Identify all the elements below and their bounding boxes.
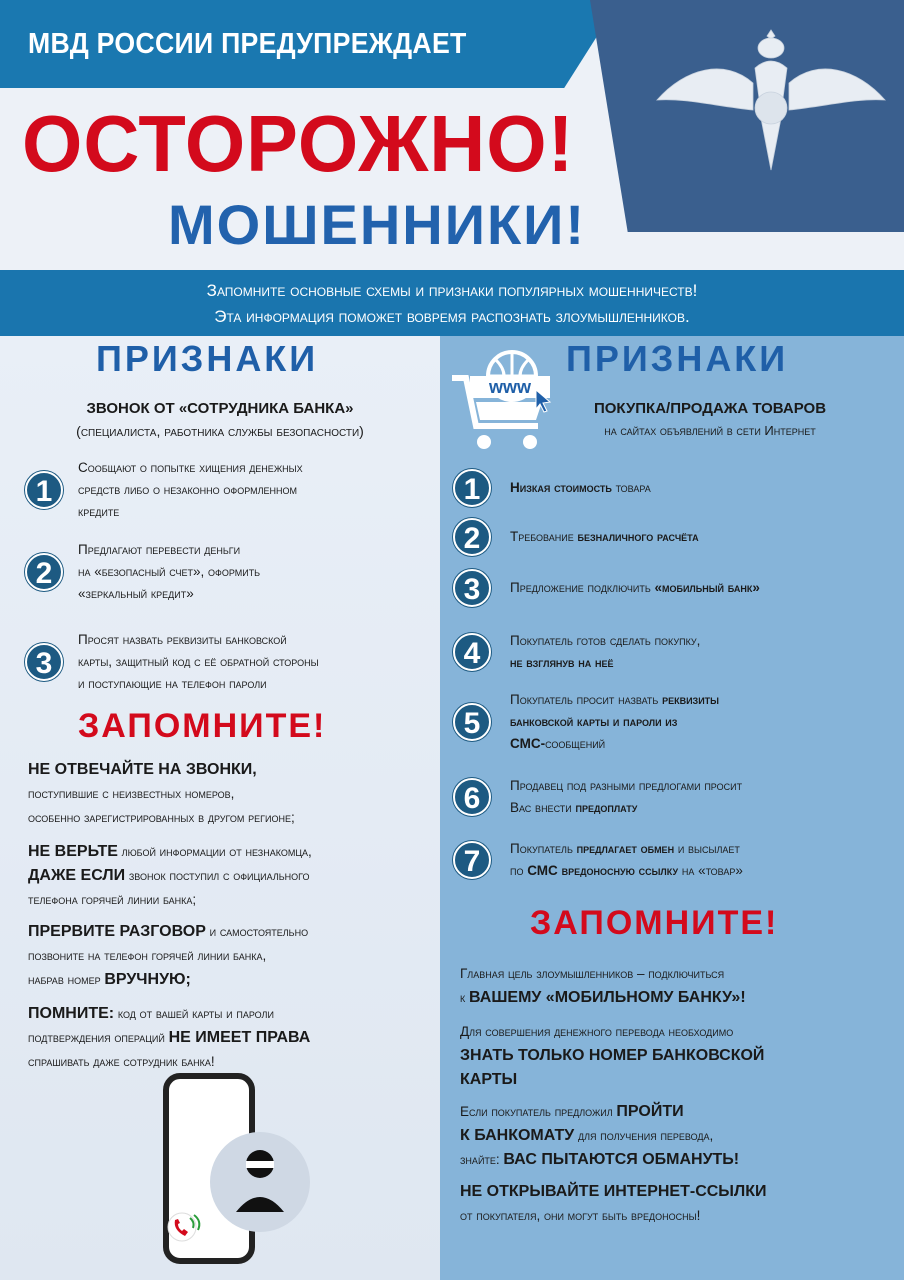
text: Сообщают о попытке хищения денежных [78, 460, 303, 475]
bold-text: СМС [527, 863, 558, 878]
right-heading: ПРИЗНАКИ [566, 338, 789, 379]
text: поступившие с неизвестных номеров, [28, 786, 235, 801]
text: телефона горячей линии банка; [28, 892, 197, 907]
text: Покупатель [510, 841, 577, 856]
text-line [28, 1050, 310, 1074]
text: товара [611, 480, 651, 495]
text-line [460, 1180, 766, 1204]
text-line [460, 1044, 764, 1068]
bold-text: не взглянув на неё [510, 655, 614, 670]
text-line [28, 888, 312, 912]
text-line [78, 651, 319, 673]
text: Покупатель готов сделать покупку, [510, 633, 701, 648]
text-line [510, 652, 700, 674]
text-line [28, 1026, 310, 1050]
bold-text: СМС- [510, 736, 546, 751]
bold-text: ВРУЧНУЮ; [104, 971, 191, 988]
text-line [78, 673, 319, 695]
bold-text: ПРЕРВИТЕ РАЗГОВОР [28, 923, 206, 940]
left-remember-heading: ЗАПОМНИТЕ! [78, 707, 327, 745]
bold-text: реквизиты [662, 692, 719, 707]
sign-item-text [510, 775, 742, 819]
text-line [460, 1100, 739, 1124]
agency-title: МВД РОССИИ ПРЕДУПРЕЖДАЕТ [28, 28, 467, 60]
text: Предлагают перевести деньги [78, 542, 241, 557]
main-title: ОСТОРОЖНО! [22, 99, 575, 188]
remember-paragraph [28, 758, 295, 830]
number-circle: 2 [25, 553, 63, 591]
text: карты, защитный код с её обратной стороны [78, 654, 319, 669]
text-line [28, 782, 295, 806]
text: подтверждения операций [28, 1030, 169, 1045]
text: Предложение подключить [510, 580, 655, 595]
number-circle: 3 [25, 643, 63, 681]
text: для получения перевода, [574, 1128, 714, 1143]
text: от покупателя, они могут быть вредоносны! [460, 1208, 701, 1223]
text: Если покупатель предложил [460, 1104, 617, 1119]
bold-text: К БАНКОМАТУ [460, 1127, 575, 1144]
text-line [510, 711, 719, 733]
bold-text: ВАШЕМУ «МОБИЛЬНОМУ БАНКУ»! [469, 989, 746, 1006]
remember-paragraph [28, 1002, 310, 1074]
text: и поступающие на телефон пароли [78, 676, 267, 691]
text-line [28, 968, 308, 992]
intro-line: Эта информация поможет вовремя распознать злоумышленников. [214, 307, 690, 326]
bold-text: вредоносную ссылку [557, 863, 679, 878]
bold-text: Низкая стоимость [510, 480, 612, 495]
text-line [78, 561, 260, 583]
bold-text: ДАЖЕ ЕСЛИ [28, 867, 126, 884]
right-subtitle: ПОКУПКА/ПРОДАЖА ТОВАРОВ [593, 400, 827, 417]
left-heading: ПРИЗНАКИ [96, 338, 319, 379]
bold-text: безналичного расчёта [577, 529, 699, 544]
sign-item-text [78, 539, 260, 605]
text: позвоните на телефон горячей линии банка, [28, 948, 267, 963]
text: и высылает [674, 841, 740, 856]
text-line [510, 526, 699, 548]
bold-text: «мобильный банк» [654, 580, 760, 595]
number-circle: 5 [453, 703, 491, 741]
remember-paragraph [460, 1020, 764, 1092]
sign-item-text [510, 577, 760, 599]
sign-item-text [510, 838, 743, 882]
main-subtitle: МОШЕННИКИ! [168, 193, 587, 256]
text: сообщений [545, 736, 606, 751]
text: любой информации от незнакомца, [117, 844, 312, 859]
text-line [78, 539, 260, 561]
number-circle: 1 [453, 469, 491, 507]
text: спрашивать даже сотрудник банка! [28, 1054, 215, 1069]
number-circle: 4 [453, 633, 491, 671]
sign-item-text [510, 526, 699, 548]
text-line [510, 797, 742, 819]
bold-text: банковской карты и пароли из [510, 714, 678, 729]
right-remember-heading: ЗАПОМНИТЕ! [530, 904, 779, 942]
sign-item-text [510, 477, 651, 499]
text-line [28, 864, 312, 888]
text-line [460, 1148, 739, 1172]
sign-item-text [78, 457, 303, 523]
bold-text: КАРТЫ [460, 1071, 518, 1088]
cart-www-label: www [488, 377, 532, 397]
bold-text: предлагает обмен [576, 841, 675, 856]
text: средств либо о незаконно оформленном [78, 482, 298, 497]
sign-item-text [78, 629, 319, 695]
text-line [28, 1002, 310, 1026]
bold-text: ПРОЙТИ [616, 1103, 684, 1120]
text-line [510, 577, 760, 599]
number-circle: 6 [453, 778, 491, 816]
shopping-cart-www-icon [450, 346, 558, 460]
text: по [510, 863, 528, 878]
text-line [460, 1020, 764, 1044]
text-line [510, 689, 719, 711]
text: Покупатель просит назвать [510, 692, 663, 707]
text: Продавец под разными предлогами просит [510, 778, 743, 793]
text-line [78, 501, 303, 523]
number-circle: 2 [453, 518, 491, 556]
number-circle: 7 [453, 841, 491, 879]
bold-text: НЕ ОТВЕЧАЙТЕ НА ЗВОНКИ, [28, 761, 257, 778]
remember-paragraph [460, 1180, 766, 1228]
text-line [510, 775, 742, 797]
text-line [28, 840, 312, 864]
bold-text: ПОМНИТЕ: [28, 1005, 115, 1022]
text-line [28, 758, 295, 782]
text-line [28, 920, 308, 944]
text: Требование [510, 529, 578, 544]
text: код от вашей карты и пароли [114, 1006, 274, 1021]
text: Для совершения денежного перевода необходимо [460, 1024, 734, 1039]
number-circle: 1 [25, 471, 63, 509]
sign-item-text [510, 630, 700, 674]
text-line [510, 860, 743, 882]
bold-text: НЕ ИМЕЕТ ПРАВА [168, 1029, 311, 1046]
text: «зеркальный кредит» [78, 586, 194, 601]
bold-text: НЕ ВЕРЬТЕ [28, 843, 118, 860]
text-line [78, 479, 303, 501]
text: кредите [78, 504, 120, 519]
bold-text: ЗНАТЬ ТОЛЬКО НОМЕР БАНКОВСКОЙ [460, 1047, 765, 1064]
text-line [78, 629, 319, 651]
intro-line: Запомните основные схемы и признаки популярных мошенничеств! [206, 281, 698, 300]
text-line [510, 630, 700, 652]
right-subtitle-2: на сайтах объявлений в сети Интернет [604, 423, 816, 438]
text-line [510, 838, 743, 860]
intro-band [0, 270, 904, 336]
text: набрав номер [28, 972, 105, 987]
text: Просят назвать реквизиты банковской [78, 632, 287, 647]
bold-text: предоплату [575, 800, 638, 815]
bold-text: НЕ ОТКРЫВАЙТЕ ИНТЕРНЕТ-ССЫЛКИ [460, 1183, 767, 1200]
text-line [78, 457, 303, 479]
text-line [460, 1124, 739, 1148]
text: к [460, 990, 469, 1005]
text-line [460, 986, 746, 1010]
remember-paragraph [460, 962, 746, 1010]
sign-item-text [510, 689, 719, 755]
remember-paragraph [460, 1100, 739, 1172]
left-subtitle: ЗВОНОК ОТ «СОТРУДНИКА БАНКА» [86, 400, 354, 417]
text: звонок поступил с официального [125, 868, 310, 883]
text-line [28, 944, 308, 968]
bold-text: ВАС ПЫТАЮТСЯ ОБМАНУТЬ! [503, 1151, 740, 1168]
remember-paragraph [28, 920, 308, 992]
remember-paragraph [28, 840, 312, 912]
text: Главная цель злоумышленников – подключиться [460, 966, 725, 981]
text-line [460, 962, 746, 986]
text-line [510, 733, 719, 755]
text-line [28, 806, 295, 830]
text-line [460, 1068, 764, 1092]
text: на «товар» [678, 863, 743, 878]
text: особенно зарегистрированных в другом регионе; [28, 810, 295, 825]
text: и самостоятельно [205, 924, 309, 939]
mvd-eagle-emblem-icon [655, 28, 887, 173]
text: знайте: [460, 1152, 504, 1167]
text-line [78, 583, 260, 605]
text-line [460, 1204, 766, 1228]
text: на «безопасный счет», оформить [78, 564, 261, 579]
left-subtitle-2: (специалиста, работника службы безопасности) [76, 423, 364, 439]
text-line [510, 477, 651, 499]
number-circle: 3 [453, 569, 491, 607]
phone-scammer-illustration-icon [160, 1072, 310, 1267]
text: Вас внести [510, 800, 576, 815]
